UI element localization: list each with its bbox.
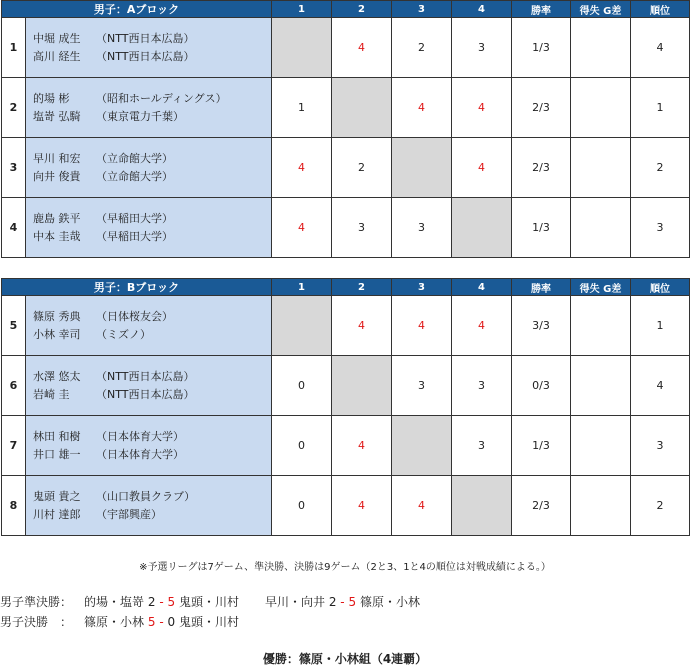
game-score: 3 [452, 356, 512, 416]
col-header: 2 [332, 1, 392, 18]
self-match-cell [332, 78, 392, 138]
win-rate: 3/3 [512, 296, 571, 356]
final-line [0, 613, 239, 630]
player-team: （早稲田大学） [96, 229, 173, 243]
pair-row [2, 476, 690, 536]
champion-text: 優勝：篠原・小林組（4連覇） [262, 652, 428, 666]
player [26, 90, 271, 108]
game-score: 4 [392, 78, 452, 138]
player [26, 150, 271, 168]
col-header-rate: 勝率 [512, 1, 571, 18]
game-score: 1 [272, 78, 332, 138]
self-match-cell [272, 296, 332, 356]
player-team: （NTT西日本広島） [96, 387, 195, 401]
player-team: （早稲田大学） [96, 211, 173, 225]
player-name: 塩嵜 弘騎 [33, 109, 81, 123]
rank: 1 [631, 78, 690, 138]
self-match-cell [392, 138, 452, 198]
match-dash: - [159, 595, 164, 609]
col-header: 3 [392, 1, 452, 18]
player-team: （立命館大学） [96, 151, 173, 165]
game-score: 4 [452, 296, 512, 356]
player-team: （昭和ホールディングス） [96, 91, 227, 105]
match-score: 0 [167, 615, 176, 629]
semifinal-label: 男子準決勝： [0, 595, 73, 609]
player-team: （日本体育大学） [96, 429, 184, 443]
game-score: 4 [332, 18, 392, 78]
format-note: ※予選リーグは7ゲーム、準決勝、決勝は9ゲーム（2と3、1と4の順位は対戦成績による。） [139, 562, 551, 573]
game-score: 4 [272, 198, 332, 258]
game-score: 4 [392, 296, 452, 356]
pair-row [2, 356, 690, 416]
game-score: 4 [452, 78, 512, 138]
match-dash: - [340, 595, 345, 609]
game-score: 0 [272, 416, 332, 476]
col-header: 4 [452, 1, 512, 18]
game-score: 3 [452, 18, 512, 78]
player-name: 水澤 悠太 [33, 369, 81, 383]
self-match-cell [392, 416, 452, 476]
player [26, 48, 271, 66]
game-score: 4 [452, 138, 512, 198]
game-score: 3 [452, 416, 512, 476]
match-pair: 鬼頭・川村 [178, 615, 239, 629]
rank: 1 [631, 296, 690, 356]
pair-row [2, 296, 690, 356]
player-name: 鹿島 鉄平 [33, 211, 81, 225]
rank: 2 [631, 138, 690, 198]
match-score: 2 [147, 595, 156, 609]
match-score: 5 [167, 595, 176, 609]
player-name: 小林 幸司 [33, 327, 81, 341]
game-diff [571, 296, 631, 356]
player-name: 向井 俊貴 [33, 169, 81, 183]
col-header-rank: 順位 [631, 1, 690, 18]
pair-row [2, 78, 690, 138]
block-a-table [1, 0, 690, 258]
player-team: （NTT西日本広島） [96, 49, 195, 63]
win-rate: 1/3 [512, 416, 571, 476]
game-diff [571, 476, 631, 536]
player-name: 林田 和樹 [33, 429, 81, 443]
player-name: 井口 雄一 [33, 447, 81, 461]
game-diff [571, 78, 631, 138]
match-pair: 鬼頭・川村 [178, 595, 239, 609]
player-team: （日本体育大学） [96, 447, 184, 461]
pair-players [26, 198, 272, 258]
player-name: 高川 経生 [33, 49, 81, 63]
col-header: 1 [272, 1, 332, 18]
player [26, 386, 271, 404]
block-b-header [2, 279, 690, 296]
player [26, 506, 271, 524]
game-diff [571, 356, 631, 416]
match-score: 5 [348, 595, 357, 609]
player-team: （東京電力千葉） [96, 109, 184, 123]
player-name: 早川 和宏 [33, 151, 81, 165]
player-team: （ミズノ） [96, 327, 151, 341]
rank: 4 [631, 18, 690, 78]
win-rate: 2/3 [512, 78, 571, 138]
block-a-header [2, 1, 690, 18]
game-score: 2 [392, 18, 452, 78]
pair-players [26, 416, 272, 476]
game-diff [571, 138, 631, 198]
rank: 3 [631, 416, 690, 476]
player [26, 326, 271, 344]
pair-number: 5 [2, 296, 26, 356]
rank: 2 [631, 476, 690, 536]
pair-number: 8 [2, 476, 26, 536]
self-match-cell [272, 18, 332, 78]
col-header: 3 [392, 279, 452, 296]
game-score: 4 [332, 296, 392, 356]
pair-number: 6 [2, 356, 26, 416]
pair-row [2, 198, 690, 258]
game-diff [571, 416, 631, 476]
player [26, 488, 271, 506]
game-score: 3 [392, 356, 452, 416]
game-diff [571, 198, 631, 258]
block-b-body [2, 296, 690, 536]
player [26, 446, 271, 464]
player [26, 368, 271, 386]
block-b-table [1, 278, 690, 536]
col-header-rank: 順位 [631, 279, 690, 296]
player-name: 篠原 秀典 [33, 309, 81, 323]
block-title: 男子：Aブロック [2, 1, 272, 18]
col-header: 4 [452, 279, 512, 296]
col-header: 1 [272, 279, 332, 296]
col-header-diff: 得失 G差 [571, 1, 631, 18]
self-match-cell [332, 356, 392, 416]
match-score: 2 [328, 595, 337, 609]
pair-number: 1 [2, 18, 26, 78]
win-rate: 1/3 [512, 18, 571, 78]
game-diff [571, 18, 631, 78]
semifinal-line [0, 593, 420, 610]
pair-number: 2 [2, 78, 26, 138]
pair-row [2, 138, 690, 198]
player-team: （宇部興産） [96, 507, 162, 521]
match-score: 5 [147, 615, 156, 629]
win-rate: 2/3 [512, 138, 571, 198]
game-score: 4 [272, 138, 332, 198]
player-name: 中本 圭哉 [33, 229, 81, 243]
match-pair: 的場・塩嵜 [84, 595, 145, 609]
col-header: 2 [332, 279, 392, 296]
game-score: 2 [332, 138, 392, 198]
pair-number: 3 [2, 138, 26, 198]
player [26, 210, 271, 228]
player [26, 428, 271, 446]
pair-players [26, 296, 272, 356]
player [26, 168, 271, 186]
player-name: 中堀 成生 [33, 31, 81, 45]
win-rate: 1/3 [512, 198, 571, 258]
player-team: （NTT西日本広島） [96, 369, 195, 383]
match-pair: 早川・向井 [264, 595, 325, 609]
final-label: 男子決勝 ： [0, 615, 73, 629]
col-header-rate: 勝率 [512, 279, 571, 296]
pair-players [26, 18, 272, 78]
game-score: 3 [332, 198, 392, 258]
pair-number: 7 [2, 416, 26, 476]
player-name: 鬼頭 貴之 [33, 489, 81, 503]
win-rate: 0/3 [512, 356, 571, 416]
game-score: 4 [392, 476, 452, 536]
player [26, 308, 271, 326]
match-pair: 篠原・小林 [84, 615, 145, 629]
block-title: 男子：Bブロック [2, 279, 272, 296]
pair-number: 4 [2, 198, 26, 258]
col-header-diff: 得失 G差 [571, 279, 631, 296]
win-rate: 2/3 [512, 476, 571, 536]
player-name: 岩崎 圭 [33, 387, 70, 401]
pair-row [2, 18, 690, 78]
player-team: （立命館大学） [96, 169, 173, 183]
game-score: 4 [332, 416, 392, 476]
rank: 4 [631, 356, 690, 416]
pair-players [26, 138, 272, 198]
block-a-body [2, 18, 690, 258]
game-score: 3 [392, 198, 452, 258]
player-name: 川村 達郎 [33, 507, 81, 521]
game-score: 0 [272, 356, 332, 416]
player [26, 228, 271, 246]
match-dash: - [159, 615, 164, 629]
pair-players [26, 356, 272, 416]
pair-players [26, 78, 272, 138]
game-score: 0 [272, 476, 332, 536]
player-team: （日体桜友会） [96, 309, 173, 323]
self-match-cell [452, 198, 512, 258]
rank: 3 [631, 198, 690, 258]
match-pair: 篠原・小林 [359, 595, 420, 609]
player-team: （NTT西日本広島） [96, 31, 195, 45]
player-team: （山口教員クラブ） [96, 489, 196, 503]
game-score: 4 [332, 476, 392, 536]
pair-players [26, 476, 272, 536]
player [26, 30, 271, 48]
pair-row [2, 416, 690, 476]
self-match-cell [452, 476, 512, 536]
player-name: 的場 彬 [33, 91, 70, 105]
player [26, 108, 271, 126]
